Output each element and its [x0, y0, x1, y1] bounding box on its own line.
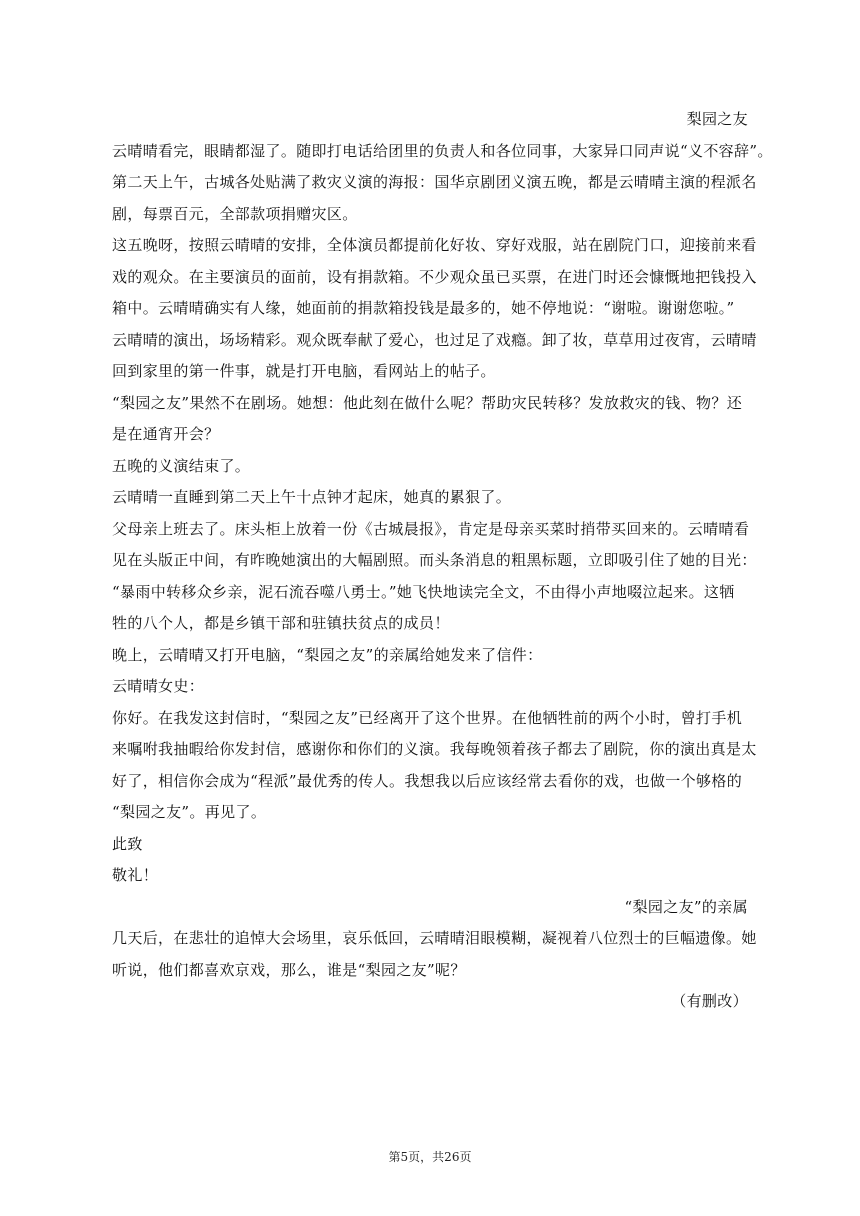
text-line: 第二天上午，古城各处贴满了救灾义演的海报：国华京剧团义演五晚，都是云晴晴主演的程派名: [112, 173, 757, 191]
text-line: 好了，相信你会成为“程派”最优秀的传人。我想我以后应该经常去看你的戏，也做一个够格的: [112, 771, 743, 790]
text-line: 此致: [112, 834, 143, 853]
text-line: 五晚的义演结束了。: [112, 456, 251, 475]
text-line: 梨园之友: [686, 110, 748, 128]
text-line: “梨园之友”。再见了。: [112, 803, 267, 821]
text-line: 剧，每票百元，全部款项捐赠灾区。: [112, 204, 358, 223]
text-line: 父母亲上班去了。床头柜上放着一份《古城晨报》，肯定是母亲买菜时捎带买回来的。云晴晴看: [112, 519, 750, 538]
text-line: 箱中。云晴晴确实有人缘，她面前的捐款箱投钱是最多的，她不停地说：“谢啦。谢谢您啦。”: [112, 299, 735, 317]
text-line: “梨园之友”果然不在剧场。她想：他此刻在做什么呢？帮助灾民转移？发放救灾的钱、物？还: [112, 393, 743, 412]
text-line: 牲的八个人，都是乡镇干部和驻镇扶贫点的成员！: [112, 614, 450, 632]
text-line: 几天后，在悲壮的追悼大会场里，哀乐低回，云晴晴泪眼模糊，凝视着八位烈士的巨幅遗像。她: [112, 929, 757, 947]
text-line: 这五晚呀，按照云晴晴的安排，全体演员都提前化好妆、穿好戏服，站在剧院门口，迎接前来看: [112, 236, 757, 254]
text-line: “暴雨中转移众乡亲，泥石流吞噬八勇士。”她飞快地读完全文，不由得小声地啜泣起来。这牺: [112, 582, 735, 601]
text-line: 来嘱咐我抽暇给你发封信，感谢你和你们的义演。我每晚领着孩子都去了剧院，你的演出真是太: [112, 740, 757, 758]
text-line: 敬礼！: [112, 866, 159, 884]
text-line: “梨园之友”的亲属: [624, 897, 748, 916]
page-footer: 第5页，共26页: [388, 1150, 472, 1164]
article-body: [112, 104, 773, 1018]
text-line: （有删改）: [671, 992, 748, 1010]
text-line: 你好。在我发这封信时，“梨园之友”已经离开了这个世界。在他牺牲前的两个小时，曾打手机: [112, 708, 743, 727]
text-line: 回到家里的第一件事，就是打开电脑，看网站上的帖子。: [112, 362, 496, 380]
text-line: 见在头版正中间，有昨晚她演出的大幅剧照。而头条消息的粗黑标题，立即吸引住了她的目光：: [112, 551, 757, 569]
text-line: 云晴晴一直睡到第二天上午十点钟才起床，她真的累狠了。: [112, 488, 512, 506]
text-line: 云晴晴的演出，场场精彩。观众既奉献了爱心，也过足了戏瘾。卸了妆，草草用过夜宵，云晴晴: [112, 330, 757, 349]
text-line: 听说，他们都喜欢京戏，那么，谁是“梨园之友”呢？: [112, 960, 466, 979]
text-line: 是在通宵开会？: [112, 425, 220, 443]
text-line: 戏的观众。在主要演员的面前，设有捐款箱。不少观众虽已买票，在进门时还会慷慨地把钱投入: [112, 267, 757, 286]
text-line: 云晴晴看完，眼睛都湿了。随即打电话给团里的负责人和各位同事，大家异口同声说“义不容辞”。: [112, 141, 773, 160]
text-line: 晚上，云晴晴又打开电脑，“梨园之友”的亲属给她发来了信件：: [112, 645, 543, 664]
text-line: 云晴晴女史：: [112, 677, 205, 695]
